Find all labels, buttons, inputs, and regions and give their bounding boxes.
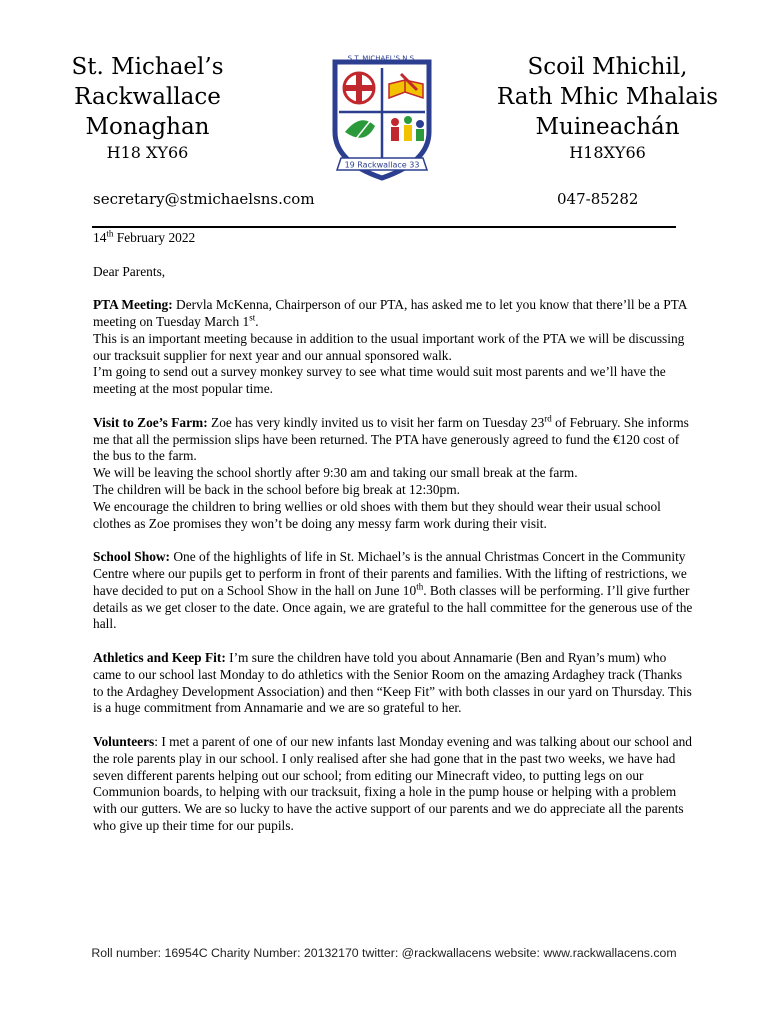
section-heading: Athletics and Keep Fit: (93, 649, 226, 665)
ordinal-suffix: rd (544, 413, 552, 424)
date-day: 14 (93, 230, 107, 245)
paragraph-text: Zoe has very kindly invited us to visit her farm on Tuesday 23 (207, 414, 545, 430)
section-heading: Visit to Zoe’s Farm: (93, 414, 208, 430)
section-farm-visit (93, 415, 693, 533)
footer-info: Roll number: 16954C Charity Number: 20132170 twitter: @rackwallacens website: www.rackwallacens.com (91, 946, 677, 960)
paragraph-text: One of the highlights of life in St. Michael’s is the annual Christmas Concert in the Community Centre where our pupils get to perform in front of their parents and families. With the lifting of restrictions, we have decided to put on a School Show in the hall on June 10 (93, 549, 687, 598)
ordinal-suffix: th (416, 581, 424, 592)
address-line-2: Rath Mhic Mhalais (496, 84, 719, 110)
crest-top-text: S.T. MICHAEL'S N.S. (347, 54, 417, 63)
school-address-english (40, 52, 255, 164)
header-divider (92, 226, 676, 228)
section-heading: PTA Meeting: (93, 297, 173, 313)
paragraph-text: This is an important meeting because in addition to the usual important work of the PTA we will be discussing our tracksuit supplier for next year and our annual sponsored walk. (93, 330, 685, 363)
paragraph-text: of February. She informs me that all the permission slips have been returned. The PTA have generously agreed to fund the €120 cost of the bus to the farm. (93, 414, 689, 464)
paragraph-text: . Both classes will be performing. I’ll give further details as we get closer to the date. Once again, we are grateful to the hall committee for the generous use of the hall. (93, 582, 693, 632)
address-line-2: Rackwallace (74, 84, 221, 110)
address-line-1: St. Michael’s (71, 54, 224, 80)
address-line-3: Monaghan (85, 114, 210, 140)
address-line-1: Scoil Mhichil, (527, 54, 688, 80)
paragraph-text: We encourage the children to bring wellies or old shoes with them but they should wear their usual school clothes as Zoe promises they won’t be doing any messy farm work during their visit. (93, 498, 661, 531)
letter-body (93, 230, 693, 851)
paragraph-text: Dervla McKenna, Chairperson of our PTA, has asked me to let you know that there’ll be a PTA meeting on Tuesday March 1 (93, 297, 687, 329)
ordinal-suffix: st (249, 312, 256, 323)
section-heading: Volunteers (93, 733, 155, 749)
eircode: H18 XY66 (106, 143, 189, 162)
address-line-3: Muineachán (535, 114, 680, 140)
letter-date (93, 230, 693, 247)
paragraph-text: I’m going to send out a survey monkey survey to see what time would suit most parents and we’ll have the meeting at the most popular time. (93, 364, 666, 397)
school-address-irish (490, 52, 725, 164)
crest-ribbon-text: 19 Rackwallace 33 (344, 160, 420, 170)
email-address[interactable]: secretary@stmichaelsns.com (93, 190, 315, 208)
paragraph-text: We will be leaving the school shortly after 9:30 am and taking our small break at the farm. (93, 465, 578, 481)
phone-number: 047-85282 (557, 190, 639, 208)
greeting: Dear Parents, (93, 263, 166, 279)
paragraph-text: . (255, 313, 259, 329)
section-volunteers (93, 734, 693, 835)
eircode: H18XY66 (569, 143, 646, 162)
date-suffix: th (106, 228, 114, 239)
paragraph-text: : I met a parent of one of our new infants last Monday evening and was talking about our school and the role parents play in our school. I only realised after she had gone that in the past two weeks, we have had seven different parents helping out our school; from editing our Minecraft video, to putting legs on our Communion boards, to helping with our tracksuit, fixing a hole in the pump house or helping with a problem with our gutters. We are so lucky to have the active support of our parents and we do appreciate all the parents who give up their time for our pupils. (93, 733, 692, 833)
paragraph-text: I’m sure the children have told you about Annamarie (Ben and Ryan’s mum) who came to our school last Monday to do athletics with the Senior Room on the amazing Ardaghey track (Thanks to the Ardaghey Development Association) and then “Keep Fit” with both classes in our yard on Thursday. This is a huge commitment from Annamarie and we are so grateful to her. (93, 649, 692, 716)
section-pta (93, 297, 693, 398)
section-athletics (93, 650, 693, 717)
paragraph-text: The children will be back in the school before big break at 12:30pm. (93, 481, 461, 497)
section-heading: School Show: (93, 549, 171, 565)
school-crest-logo (331, 54, 433, 182)
section-school-show (93, 549, 693, 633)
date-rest: February 2022 (113, 230, 196, 245)
